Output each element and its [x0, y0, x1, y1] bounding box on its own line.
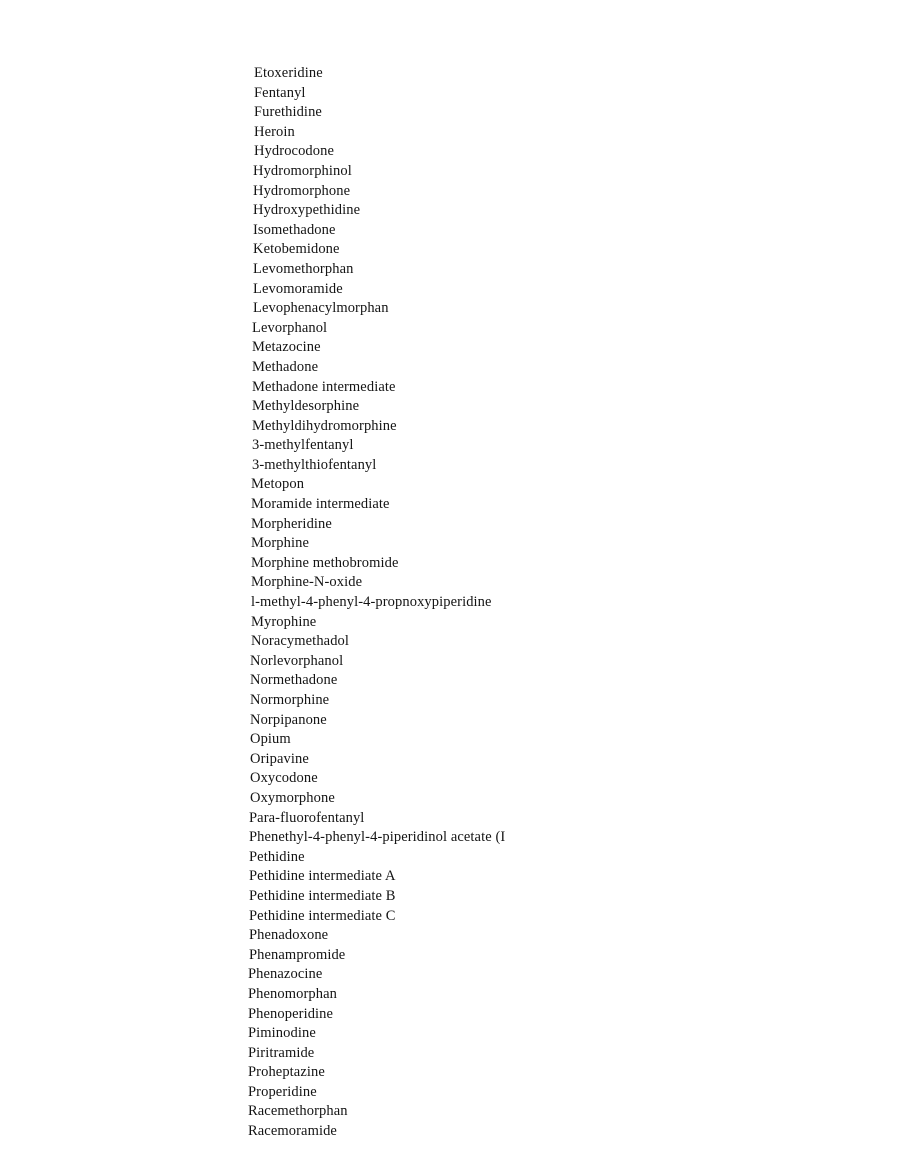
list-item: Racemethorphan	[248, 1103, 348, 1120]
list-item: Normethadone	[250, 672, 338, 689]
list-item: Heroin	[254, 123, 295, 140]
list-item: Metopon	[251, 476, 305, 493]
list-item: Levophenacylmorphan	[253, 300, 389, 317]
list-item: Hydroxypethidine	[253, 202, 361, 219]
list-item: Moramide intermediate	[251, 496, 390, 513]
list-item: Morphine-N-oxide	[251, 574, 363, 591]
list-item: Morphine	[251, 535, 309, 552]
list-item: Morphine methobromide	[251, 554, 399, 571]
list-item: Pethidine intermediate C	[249, 907, 396, 924]
list-item: Phenampromide	[249, 946, 346, 963]
list-item: Etoxeridine	[254, 65, 323, 81]
list-item: Levomoramide	[253, 280, 343, 297]
list-item: 3-methylthiofentanyl	[252, 456, 377, 473]
list-item: Methyldihydromorphine	[252, 417, 397, 434]
list-item: Hydromorphinol	[253, 162, 352, 179]
list-item: Oxymorphone	[250, 789, 335, 806]
list-item: Fentanyl	[254, 84, 306, 101]
list-item: Proheptazine	[248, 1064, 325, 1081]
list-item: Properidine	[248, 1083, 317, 1100]
list-item: Norlevorphanol	[250, 652, 344, 669]
list-item: Morpheridine	[251, 515, 332, 532]
list-item: Furethidine	[254, 104, 322, 121]
list-item: Methadone	[252, 358, 319, 375]
list-item: Piminodine	[248, 1025, 316, 1042]
list-item: Piritramide	[248, 1044, 315, 1061]
list-item: Normorphine	[250, 692, 330, 708]
list-item: l-methyl-4-phenyl-4-propnoxypiperidine	[251, 594, 492, 611]
list-item: Phenoperidine	[248, 1005, 334, 1022]
list-item: Pethidine intermediate A	[249, 868, 396, 885]
list-item: Pethidine intermediate B	[249, 887, 396, 904]
list-item: Oxycodone	[250, 770, 318, 787]
list-item: Norpipanone	[250, 711, 327, 728]
list-item: Myrophine	[251, 613, 317, 630]
list-item: Isomethadone	[253, 221, 336, 238]
list-item: Phenazocine	[248, 966, 323, 983]
list-item: Racemoramide	[248, 1123, 337, 1140]
list-item: Hydromorphone	[253, 182, 351, 199]
list-item: Phenethyl-4-phenyl-4-piperidinol acetate (I	[249, 829, 506, 846]
list-item: Metazocine	[252, 339, 321, 356]
list-item: Phenadoxone	[249, 927, 329, 944]
drug-list	[246, 64, 866, 1142]
list-item: Levomethorphan	[253, 260, 354, 277]
list-item: Para-fluorofentanyl	[249, 809, 365, 826]
list-item: Pethidine	[249, 848, 305, 865]
list-item: Methyldesorphine	[252, 398, 360, 415]
list-item: 3-methylfentanyl	[252, 437, 354, 454]
list-item: Ketobemidone	[253, 241, 340, 258]
list-item: Methadone intermediate	[252, 378, 396, 395]
list-item: Noracymethadol	[251, 633, 350, 650]
list-item: Opium	[250, 731, 291, 748]
list-item: Levorphanol	[252, 319, 328, 336]
list-item: Phenomorphan	[248, 985, 337, 1002]
list-item: Oripavine	[250, 750, 309, 767]
list-item: Hydrocodone	[254, 143, 335, 160]
